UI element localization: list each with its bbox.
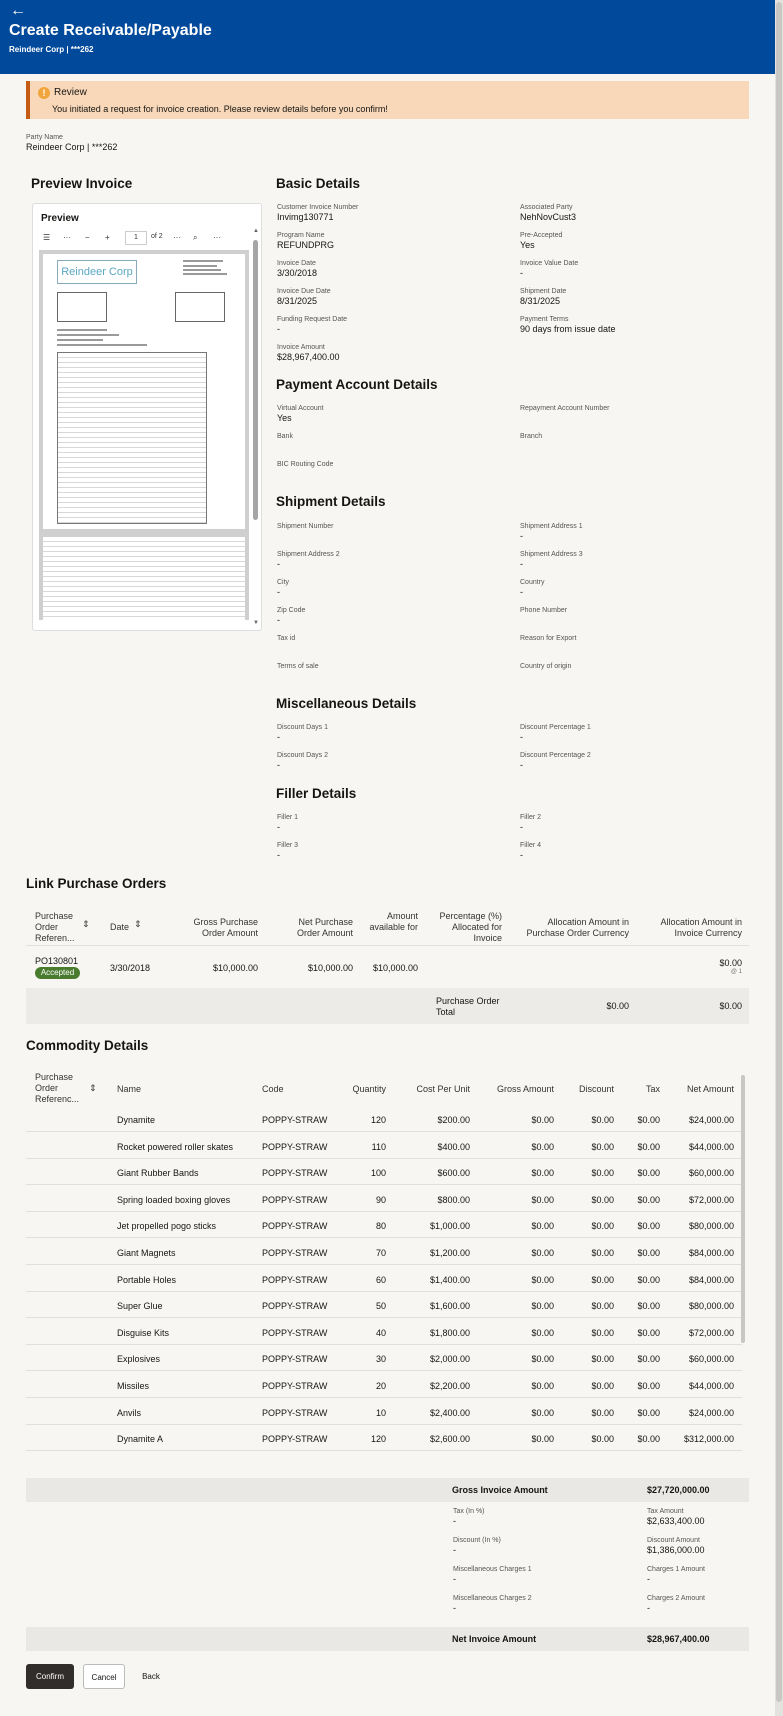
commodity-cell: POPPY-STRAW (262, 1194, 328, 1205)
scroll-up-icon[interactable]: ▲ (253, 228, 259, 234)
shipment-field-label: Country (520, 579, 545, 586)
shipment-field-label: Country of origin (520, 663, 572, 670)
col-alloc-inv: Allocation Amount in Invoice Currency (660, 917, 742, 938)
preview-scrollbar[interactable] (253, 228, 259, 628)
commodity-cell: Rocket powered roller skates (117, 1141, 234, 1152)
po-total-inv: $0.00 (719, 1001, 742, 1011)
commodity-cell: $0.00 (637, 1354, 660, 1365)
basic-details-heading: Basic Details (276, 176, 361, 191)
po-alloc-inv-rate: @ 1 (730, 969, 742, 975)
basic-field-value: Invimg130771 (277, 212, 334, 222)
sort-icon[interactable]: ⇕ (134, 919, 142, 929)
commodity-cell: $2,200.00 (429, 1381, 470, 1391)
col-quantity: Quantity (352, 1084, 386, 1094)
commodity-cell: Dynamite A (117, 1434, 164, 1445)
misc-field-label: Discount Percentage 2 (520, 752, 591, 759)
basic-field-label: Program Name (277, 232, 325, 239)
commodity-cell: $0.00 (531, 1141, 554, 1152)
po-total-po: $0.00 (606, 1001, 629, 1011)
summary-value: - (647, 1603, 650, 1613)
summary-value: - (453, 1516, 456, 1526)
party-name-label: Party Name (26, 134, 63, 141)
filler-field-label: Filler 1 (277, 814, 299, 821)
commodity-cell: $0.00 (531, 1115, 554, 1125)
warning-icon: ! (38, 87, 50, 99)
commodity-cell: Missiles (117, 1381, 150, 1391)
filler-details-heading: Filler Details (276, 786, 357, 801)
commodity-cell: $0.00 (531, 1354, 554, 1365)
pdf-page-1 (43, 254, 245, 529)
more-icon[interactable]: ··· (213, 233, 221, 242)
zoom-out-icon[interactable]: − (85, 233, 90, 242)
pdf-toolbar (39, 230, 257, 248)
commodity-cell: $44,000.00 (688, 1141, 734, 1152)
commodity-cell: 30 (375, 1354, 386, 1365)
shipment-field-label: Shipment Address 2 (277, 551, 340, 558)
status-badge: Accepted (35, 967, 80, 979)
misc-field-label: Discount Days 1 (277, 724, 328, 731)
commodity-cell: $0.00 (591, 1354, 614, 1365)
commodity-cell: POPPY-STRAW (262, 1248, 328, 1258)
commodity-cell: $0.00 (531, 1221, 554, 1232)
col-tax: Tax (645, 1084, 660, 1094)
commodity-cell: $0.00 (531, 1168, 554, 1179)
outline-icon[interactable]: ☰ (43, 233, 51, 242)
commodity-cell: 80 (375, 1221, 386, 1232)
commodity-cell: $72,000.00 (688, 1327, 734, 1338)
commodity-cell: Dynamite (117, 1115, 156, 1125)
commodity-cell: 70 (375, 1248, 386, 1258)
basic-field-label: Payment Terms (520, 316, 569, 323)
filler-field-label: Filler 2 (520, 814, 542, 821)
page-scrollbar[interactable] (775, 0, 783, 1716)
commodity-scrollbar[interactable] (741, 1069, 746, 1459)
payment-details-heading: Payment Account Details (276, 377, 438, 392)
summary-label: Discount (In %) (453, 1537, 501, 1544)
commodity-cell: $200.00 (437, 1115, 470, 1125)
basic-field-value: - (520, 268, 523, 278)
gross-invoice-bar (26, 1478, 749, 1502)
commodity-cell: Giant Rubber Bands (117, 1168, 199, 1179)
net-invoice-value: $28,967,400.00 (647, 1634, 710, 1644)
commodity-cell: $1,600.00 (429, 1301, 470, 1312)
summary-label: Tax Amount (647, 1508, 684, 1515)
commodity-cell: $0.00 (637, 1168, 660, 1179)
commodity-cell: $1,400.00 (429, 1274, 470, 1285)
po-date: 3/30/2018 (110, 963, 151, 973)
commodity-cell: 90 (375, 1194, 386, 1205)
page-header (0, 0, 783, 74)
shipment-field-label: Phone Number (520, 607, 568, 614)
po-total-label: Purchase Order Total (436, 996, 500, 1017)
party-name-value: Reindeer Corp | ***262 (26, 142, 118, 152)
commodity-cell: POPPY-STRAW (262, 1168, 328, 1179)
commodity-cell: $44,000.00 (688, 1381, 734, 1391)
summary-value: $2,633,400.00 (647, 1516, 705, 1526)
summary-label: Discount Amount (647, 1537, 700, 1544)
commodity-cell: $60,000.00 (688, 1354, 734, 1365)
commodity-cell: Portable Holes (117, 1274, 177, 1285)
commodity-cell: $0.00 (637, 1141, 660, 1152)
shipment-field-label: Terms of sale (277, 663, 319, 670)
commodity-cell: $72,000.00 (688, 1194, 734, 1205)
col-gross-po: Gross Purchase Order Amount (193, 917, 258, 938)
col-date[interactable]: Date (110, 922, 130, 932)
shipment-field-value: - (277, 587, 280, 597)
commodity-cell: POPPY-STRAW (262, 1381, 328, 1391)
alert-title: Review (54, 87, 87, 98)
commodity-details-heading: Commodity Details (26, 1038, 149, 1053)
commodity-cell: $24,000.00 (688, 1115, 734, 1125)
commodity-cell: $2,400.00 (429, 1407, 470, 1418)
commodity-cell: POPPY-STRAW (262, 1407, 328, 1418)
col-gross-amount: Gross Amount (496, 1084, 554, 1094)
shipment-field-value: - (277, 615, 280, 625)
summary-label: Miscellaneous Charges 1 (453, 1566, 532, 1573)
commodity-cell: POPPY-STRAW (262, 1301, 328, 1312)
commodity-cell: POPPY-STRAW (262, 1141, 328, 1152)
basic-field-value: 8/31/2025 (520, 296, 561, 306)
gross-invoice-value: $27,720,000.00 (647, 1485, 710, 1495)
commodity-cell: $0.00 (591, 1381, 614, 1391)
shipment-field-value: - (520, 531, 523, 541)
scroll-down-icon[interactable]: ▼ (253, 620, 259, 626)
col-net-amount: Net Amount (686, 1084, 734, 1094)
shipment-field-value: - (277, 559, 280, 569)
payment-field-label: BIC Routing Code (277, 461, 334, 468)
filler-field-value: - (520, 850, 523, 860)
filler-field-value: - (277, 850, 280, 860)
cancel-button[interactable]: Cancel (83, 1664, 125, 1689)
back-arrow-icon[interactable]: ← (10, 2, 26, 19)
zoom-in-icon[interactable]: + (105, 233, 110, 242)
commodity-cell: $0.00 (531, 1407, 554, 1418)
col-cost-per-unit: Cost Per Unit (416, 1084, 470, 1094)
summary-label: Charges 2 Amount (647, 1595, 705, 1602)
commodity-cell: $0.00 (637, 1248, 660, 1258)
commodity-cell: 40 (375, 1327, 386, 1338)
commodity-cell: $0.00 (591, 1407, 614, 1418)
summary-value: - (453, 1545, 456, 1555)
shipment-field-label: Shipment Address 1 (520, 523, 583, 530)
scrollbar-thumb[interactable] (776, 2, 782, 1702)
back-button[interactable]: Back (142, 1672, 160, 1681)
basic-field-label: Invoice Value Date (520, 260, 579, 267)
commodity-cell: $80,000.00 (688, 1221, 734, 1232)
shipment-field-label: Shipment Number (277, 523, 334, 530)
payment-field-label: Repayment Account Number (520, 405, 610, 412)
col-amount-available: Amount available for (369, 911, 418, 932)
commodity-cell: $0.00 (591, 1301, 614, 1312)
basic-field-value: 90 days from issue date (520, 324, 616, 334)
commodity-cell: $0.00 (591, 1141, 614, 1152)
commodity-cell: $0.00 (531, 1248, 554, 1258)
shipment-details-heading: Shipment Details (276, 494, 386, 509)
basic-field-label: Invoice Due Date (277, 288, 331, 295)
col-commodity-po-ref[interactable]: Purchase Order Referenc... (35, 1072, 80, 1104)
commodity-cell: $84,000.00 (688, 1274, 734, 1285)
commodity-cell: $0.00 (591, 1327, 614, 1338)
payment-field-label: Bank (277, 433, 293, 440)
page-title: Create Receivable/Payable (9, 22, 212, 39)
col-alloc-po: Allocation Amount in Purchase Order Currency (526, 917, 629, 938)
misc-field-value: - (277, 732, 280, 742)
basic-field-label: Shipment Date (520, 288, 567, 295)
commodity-cell: $2,000.00 (429, 1354, 470, 1365)
commodity-cell: $0.00 (637, 1407, 660, 1418)
commodity-cell: $0.00 (531, 1434, 554, 1445)
commodity-cell: $0.00 (591, 1115, 614, 1125)
shipment-field-value: - (520, 559, 523, 569)
commodity-cell: $0.00 (591, 1221, 614, 1232)
col-code: Code (262, 1084, 284, 1094)
summary-label: Miscellaneous Charges 2 (453, 1595, 532, 1602)
filler-field-value: - (277, 822, 280, 832)
basic-field-value: NehNovCust3 (520, 212, 577, 222)
misc-field-value: - (277, 760, 280, 770)
commodity-cell: $0.00 (591, 1274, 614, 1285)
shipment-field-label: Tax id (277, 635, 296, 642)
commodity-cell: Jet propelled pogo sticks (117, 1221, 217, 1232)
basic-field-value: Yes (520, 240, 535, 250)
commodity-cell: $1,200.00 (429, 1248, 470, 1258)
commodity-cell: 60 (375, 1274, 386, 1285)
more-icon[interactable]: ··· (63, 233, 71, 242)
commodity-cell: $0.00 (591, 1434, 614, 1445)
commodity-cell: $600.00 (437, 1168, 470, 1179)
invoice-line-table (57, 352, 207, 524)
commodity-cell: $0.00 (531, 1327, 554, 1338)
commodity-cell: 20 (375, 1381, 386, 1391)
sort-icon[interactable]: ⇕ (89, 1083, 97, 1093)
col-pct-allocated: Percentage (%) Allocated for Invoice (439, 911, 502, 943)
commodity-cell: POPPY-STRAW (262, 1354, 328, 1365)
commodity-cell: 100 (370, 1168, 386, 1179)
misc-field-value: - (520, 760, 523, 770)
commodity-cell: $0.00 (531, 1274, 554, 1285)
commodity-cell: Disguise Kits (117, 1327, 170, 1338)
basic-field-value: $28,967,400.00 (277, 352, 340, 362)
sort-icon[interactable]: ⇕ (82, 919, 90, 929)
commodity-cell: $312,000.00 (683, 1434, 734, 1445)
commodity-cell: $0.00 (637, 1301, 660, 1312)
payment-field-label: Virtual Account (277, 405, 324, 412)
po-alloc-inv: $0.00 (719, 958, 742, 968)
commodity-cell: $0.00 (637, 1194, 660, 1205)
commodity-cell: $0.00 (531, 1194, 554, 1205)
preview-invoice-heading: Preview Invoice (31, 176, 133, 191)
col-net-po: Net Purchase Order Amount (296, 917, 353, 938)
commodity-cell: $0.00 (531, 1301, 554, 1312)
payment-field-label: Branch (520, 433, 543, 440)
basic-field-label: Funding Request Date (277, 316, 348, 323)
basic-field-label: Invoice Date (277, 260, 316, 267)
commodity-cell: $0.00 (591, 1168, 614, 1179)
page-subtitle: Reindeer Corp | ***262 (9, 45, 94, 54)
misc-field-label: Discount Percentage 1 (520, 724, 591, 731)
summary-value: - (453, 1574, 456, 1584)
po-total-row (26, 988, 749, 1024)
col-name: Name (117, 1084, 142, 1094)
pdf-viewport (39, 250, 249, 620)
summary-value: $1,386,000.00 (647, 1545, 705, 1555)
commodity-cell: 120 (370, 1434, 386, 1445)
commodity-cell: $1,800.00 (429, 1327, 470, 1338)
commodity-cell: $24,000.00 (688, 1407, 734, 1418)
col-po-ref[interactable]: Purchase Order Referen... (35, 911, 75, 943)
commodity-cell: $0.00 (591, 1194, 614, 1205)
preview-panel-title: Preview (41, 213, 79, 224)
commodity-cell: Super Glue (117, 1301, 163, 1312)
shipment-field-label: Shipment Address 3 (520, 551, 583, 558)
commodity-cell: 110 (371, 1141, 386, 1152)
commodity-cell: $0.00 (637, 1115, 660, 1125)
misc-field-value: - (520, 732, 523, 742)
commodity-cell: $400.00 (437, 1141, 470, 1152)
commodity-cell: POPPY-STRAW (262, 1221, 328, 1232)
summary-label: Charges 1 Amount (647, 1566, 705, 1573)
misc-field-label: Discount Days 2 (277, 752, 328, 759)
commodity-cell: $0.00 (591, 1248, 614, 1258)
commodity-cell: 120 (370, 1115, 386, 1125)
commodity-cell: $0.00 (637, 1327, 660, 1338)
basic-field-value: - (277, 324, 280, 334)
net-invoice-label: Net Invoice Amount (452, 1634, 537, 1644)
commodity-cell: $0.00 (637, 1221, 660, 1232)
po-available: $10,000.00 (372, 963, 418, 973)
po-ref: PO130801 (35, 956, 79, 966)
commodity-cell: POPPY-STRAW (262, 1274, 328, 1285)
commodity-cell: $84,000.00 (688, 1248, 734, 1258)
misc-details-heading: Miscellaneous Details (276, 696, 417, 711)
alert-message: You initiated a request for invoice creation. Please review details before you confirm! (52, 104, 388, 114)
commodity-cell: $0.00 (637, 1274, 660, 1285)
commodity-cell: $2,600.00 (429, 1434, 470, 1445)
bill-to-box (57, 292, 107, 322)
commodity-cell: Explosives (117, 1354, 161, 1365)
commodity-cell: $80,000.00 (688, 1301, 734, 1312)
company-logo: Reindeer Corp (57, 260, 137, 284)
filler-field-label: Filler 4 (520, 842, 542, 849)
commodity-cell: $800.00 (437, 1194, 470, 1205)
commodity-cell: $0.00 (637, 1381, 660, 1391)
commodity-cell: Giant Magnets (117, 1248, 176, 1258)
commodity-cell: $60,000.00 (688, 1168, 734, 1179)
po-gross: $10,000.00 (212, 963, 258, 973)
basic-field-value: REFUNDPRG (277, 240, 335, 250)
commodity-cell: 10 (375, 1407, 386, 1418)
commodity-cell: Anvils (117, 1407, 142, 1418)
basic-field-value: 8/31/2025 (277, 296, 318, 306)
basic-field-label: Customer Invoice Number (277, 204, 359, 211)
commodity-cell: $1,000.00 (429, 1221, 470, 1232)
review-alert (26, 81, 749, 119)
page-count: of 2 (151, 233, 163, 240)
search-icon[interactable]: ⌕ (193, 233, 198, 242)
preview-panel (32, 203, 262, 631)
ship-to-box (175, 292, 225, 322)
shipment-field-label: City (277, 579, 290, 586)
basic-field-label: Associated Party (520, 204, 573, 211)
commodity-cell: POPPY-STRAW (262, 1327, 328, 1338)
col-discount: Discount (578, 1084, 614, 1094)
more-icon[interactable]: ··· (173, 233, 181, 242)
commodity-cell: Spring loaded boxing gloves (117, 1194, 231, 1205)
commodity-cell: POPPY-STRAW (262, 1434, 328, 1445)
summary-label: Tax (In %) (453, 1508, 485, 1515)
basic-field-value: 3/30/2018 (277, 268, 318, 278)
summary-value: - (453, 1603, 456, 1613)
payment-field-value: Yes (277, 413, 292, 423)
po-net: $10,000.00 (307, 963, 353, 973)
shipment-field-label: Reason for Export (520, 635, 577, 642)
commodity-cell: 50 (375, 1301, 386, 1312)
basic-field-label: Pre-Accepted (520, 232, 563, 239)
summary-value: - (647, 1574, 650, 1584)
link-po-heading: Link Purchase Orders (26, 876, 167, 891)
filler-field-label: Filler 3 (277, 842, 299, 849)
commodity-cell: $0.00 (531, 1381, 554, 1391)
page-number-input[interactable]: 1 (125, 231, 147, 245)
commodity-cell: POPPY-STRAW (262, 1115, 328, 1125)
shipment-field-value: - (520, 587, 523, 597)
confirm-button[interactable]: Confirm (26, 1664, 74, 1689)
shipment-field-label: Zip Code (277, 607, 306, 614)
filler-field-value: - (520, 822, 523, 832)
pdf-page-2 (43, 537, 245, 620)
commodity-cell: $0.00 (637, 1434, 660, 1445)
basic-field-label: Invoice Amount (277, 344, 325, 351)
gross-invoice-label: Gross Invoice Amount (452, 1485, 548, 1495)
net-invoice-bar (26, 1627, 749, 1651)
